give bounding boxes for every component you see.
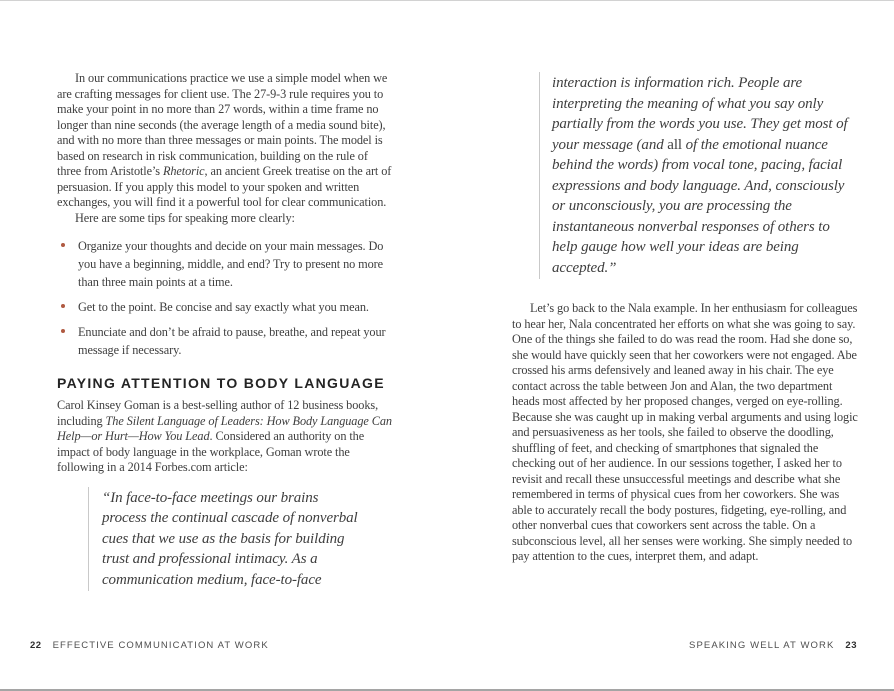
pull-quote-right [539,72,853,279]
tips-intro: Here are some tips for speaking more clearly: [75,210,295,225]
right-footer [689,640,857,651]
left-footer [30,640,269,651]
list-item-text: Get to the point. Be concise and say exactly what you mean. [78,300,369,314]
running-title-left: EFFECTIVE COMMUNICATION AT WORK [52,640,269,651]
quote-text: “In face-to-face meetings our brains process the continual cascade of nonverbal cues that we use as the basis for building trust and professional intimacy. As a communication medium, face-to-face [102,489,358,588]
page-number-right: 23 [845,640,857,651]
bullet-icon [61,304,65,308]
paragraph-text: In our communications practice we use a simple model when we are crafting messages for client use. The 27-9-3 rule requires you to make your point in no more than 27 words, within a time frame no longer than nine seconds (the average length of a media sound bite), and with no more than three messages or main points. The model is based on research in risk communication, building on the rule of three from Aristotle’s [57,71,388,178]
right-page-column [512,70,858,565]
paragraph-goman [57,398,393,476]
top-frame-line [0,0,894,1]
quote-text: of the emotional nuance behind the words) from vocal tone, pacing, facial expressions and body language. And, consciously or unconsciously, you are processing the instantaneous nonverbal responses of others to help gauge how well your ideas are being accepted.” [552,136,845,276]
left-page-column [57,71,393,591]
quote-emphasis-word: all [667,136,682,153]
bullet-icon [61,329,65,333]
italic-book-title: The Silent Language of Leaders: How Body Language Can Help—or Hurt—How You Lead [57,413,392,443]
list-item-text: Organize your thoughts and decide on your main messages. Do you have a beginning, middle, and end? Try to present no more than three main points at a time. [78,239,384,289]
list-item [57,323,393,359]
speaking-tips-list [57,237,393,359]
list-item [57,237,393,291]
paragraph-text: . Considered an authority on the impact of body language in the workplace, Goman wrote the following in a 2014 Forbes.com article: [57,429,365,474]
paragraph-text: , an ancient Greek treatise on the art of persuasion. If you apply this model to your spoken and written exchanges, you will find it a powerful tool for clear communication. [57,164,392,209]
bullet-icon [61,243,65,247]
quote-text: interaction is information rich. People are interpreting the meaning of what you say only partially from the words you use. They get most of your message (and [552,75,848,153]
paragraph-nala: Let’s go back to the Nala example. In her enthusiasm for colleagues to hear her, Nala concentrated her efforts on what she was going to say. One of the things she failed to do was read the room. Had she done so, she would have quickly seen that her coworkers were not engaged. Abe crossed his arms defensively and leaned away in his chair. The eye contact across the table between Jon and Alan, the two department heads most affected by her proposed changes, verged on eye-rolling. Because she was caught up in making verbal arguments and using logic and persuasiveness as her tools, she failed to observe the doodling, shuffling of feet, and checking of smartphones that signaled the checking out of her audience. In our sessions together, I asked her to revisit and recall these unsuccessful meetings and describe what she remembered in terms of physical cues from her coworkers. She was able to accurately recall the body postures, fidgeting, eye-rolling, and other nonverbal cues that coworkers sent across the table. On a subconscious level, all her senses were working. She simply needed to pay attention to the cues, interpret them, and adapt. [512,301,858,563]
section-heading: PAYING ATTENTION TO BODY LANGUAGE [57,375,385,391]
paragraph-text: Carol Kinsey Goman is a best-selling author of 12 business books, including [57,398,379,428]
pull-quote-left [88,487,364,592]
list-item [57,298,393,316]
page-number-left: 22 [30,640,42,651]
italic-work-title: Rhetoric [162,164,205,178]
list-item-text: Enunciate and don’t be afraid to pause, breathe, and repeat your message if necessary. [78,325,386,357]
running-title-right: SPEAKING WELL AT WORK [689,640,835,651]
paragraph-27-9-3-model [57,71,393,211]
